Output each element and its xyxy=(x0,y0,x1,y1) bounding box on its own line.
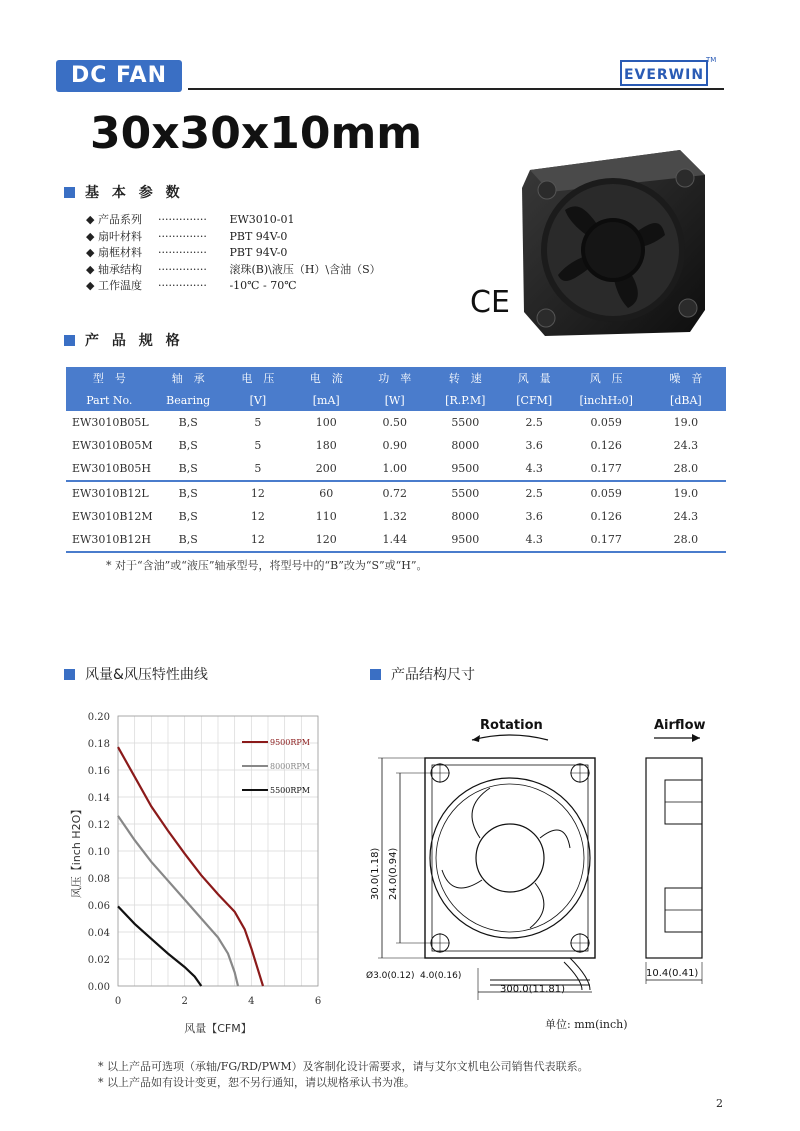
table-header-row xyxy=(66,367,726,389)
param-label: 产品系列 xyxy=(97,213,142,226)
spec-table-body xyxy=(66,411,726,552)
table-cell: 5 xyxy=(254,462,262,475)
table-cell: 200 xyxy=(315,462,337,475)
y-tick-label: 0.08 xyxy=(87,874,110,885)
trademark-mark: TM xyxy=(706,56,717,64)
dim-depth-label: 10.4(0.41) xyxy=(646,968,699,979)
table-cell: 0.177 xyxy=(590,462,622,475)
table-cell: 4.3 xyxy=(525,533,543,546)
param-row: ◆ 轴承结构 ·············· 滚珠(B)\液压（H）\含油（S） xyxy=(86,262,381,279)
dim-lead-label: 300.0(11.81) xyxy=(500,984,566,995)
table-cell: 3.6 xyxy=(525,439,543,452)
param-label: 扇框材料 xyxy=(97,246,142,259)
table-cell: 0.059 xyxy=(590,416,622,429)
column-unit: [mA] xyxy=(292,389,360,411)
pq-curve-chart xyxy=(66,700,336,1040)
param-dots: ·············· xyxy=(157,279,207,292)
x-tick-label: 0 xyxy=(114,996,122,1007)
page-title: 30x30x10mm xyxy=(90,108,423,159)
table-cell: B,S xyxy=(178,416,198,429)
section-dims-label: 产品结构尺寸 xyxy=(391,667,475,683)
table-row xyxy=(66,528,726,552)
column-unit: [W] xyxy=(361,389,429,411)
series-line-9500RPM xyxy=(118,747,263,986)
column-unit: [dBA] xyxy=(646,389,726,411)
dim-bore-label: Ø3.0(0.12) xyxy=(366,971,415,981)
table-cell: 9500 xyxy=(451,533,480,546)
table-cell: 8000 xyxy=(451,510,480,523)
footer-note-1: * 以上产品可选项（承轴/FG/RD/PWM）及客制化设计需要求，请与艾尔文机电公司销售代表联系。 xyxy=(98,1060,589,1073)
rotation-arrow-icon xyxy=(472,735,548,740)
table-cell: 2.5 xyxy=(525,487,543,500)
section-basic-params xyxy=(64,182,184,202)
y-tick-label: 0.20 xyxy=(87,712,110,723)
param-value: EW3010-01 xyxy=(229,213,295,226)
table-cell: 100 xyxy=(315,416,337,429)
table-cell: B,S xyxy=(178,533,198,546)
y-tick-label: 0.00 xyxy=(87,982,110,993)
table-cell: 19.0 xyxy=(673,487,699,500)
table-cell: EW3010B12H xyxy=(72,533,152,546)
bearing-note: * 对于“含油”或“液压”轴承型号，将型号中的“B”改为“S”或“H”。 xyxy=(106,559,428,572)
param-label: 扇叶材料 xyxy=(97,229,142,243)
table-cell: 24.3 xyxy=(673,439,699,452)
table-cell: 8000 xyxy=(451,439,480,452)
table-cell: 19.0 xyxy=(673,416,699,429)
dim-height-label: 30.0(1.18) xyxy=(370,847,381,900)
table-cell: 5 xyxy=(254,416,262,429)
table-cell: 1.32 xyxy=(382,510,407,523)
table-row xyxy=(66,434,726,457)
table-cell: 4.3 xyxy=(525,462,543,475)
table-cell: 24.3 xyxy=(673,510,699,523)
dim-hole-label: 24.0(0.94) xyxy=(388,847,399,900)
fan-side-outline xyxy=(646,758,702,958)
ce-mark: CE xyxy=(470,285,510,320)
table-cell: 9500 xyxy=(451,462,480,475)
dim-edge-label: 4.0(0.16) xyxy=(420,971,462,981)
table-cell: 0.90 xyxy=(382,439,407,452)
column-header: 风 压 xyxy=(567,367,646,389)
param-row: ◆ 扇叶材料 ·············· PBT 94V-0 xyxy=(86,229,381,246)
param-value: 滚珠(B)\液压（H）\含油（S） xyxy=(229,262,381,276)
table-cell: 28.0 xyxy=(673,533,699,546)
table-cell: 0.72 xyxy=(382,487,407,500)
column-unit: Part No. xyxy=(66,389,153,411)
column-header: 功 率 xyxy=(361,367,429,389)
table-cell: 5500 xyxy=(451,416,480,429)
column-header: 风 量 xyxy=(502,367,567,389)
fan-product-photo xyxy=(510,140,715,340)
y-tick-label: 0.06 xyxy=(87,901,110,912)
airflow-label: Airflow xyxy=(654,718,706,733)
params-list xyxy=(86,212,381,295)
x-tick-label: 2 xyxy=(181,996,188,1007)
hub-outline xyxy=(476,824,544,892)
dimension-drawing xyxy=(360,710,740,1040)
series-line-5500RPM xyxy=(118,906,201,986)
section-curve-label: 风量&风压特性曲线 xyxy=(85,667,208,683)
column-unit: Bearing xyxy=(153,389,224,411)
section-marker-icon xyxy=(64,669,75,680)
param-dots: ·············· xyxy=(157,262,207,276)
column-unit: [R.P.M] xyxy=(429,389,502,411)
table-cell: 12 xyxy=(250,533,265,546)
y-tick-label: 0.04 xyxy=(87,928,110,939)
column-unit: [CFM] xyxy=(502,389,567,411)
table-cell: 0.059 xyxy=(590,487,622,500)
table-cell: 0.126 xyxy=(590,510,622,523)
table-cell: 0.126 xyxy=(590,439,622,452)
y-tick-label: 0.10 xyxy=(87,847,110,858)
column-header: 噪 音 xyxy=(646,367,726,389)
table-cell: EW3010B12L xyxy=(72,487,149,500)
table-cell: B,S xyxy=(178,462,198,475)
legend-label: 8000RPM xyxy=(270,762,310,771)
table-cell: 12 xyxy=(250,510,265,523)
section-spec-label: 产 品 规 格 xyxy=(85,333,184,349)
table-cell: 110 xyxy=(315,510,337,523)
table-cell: EW3010B05H xyxy=(72,462,152,475)
section-marker-icon xyxy=(64,335,75,346)
table-unit-row xyxy=(66,389,726,411)
footer-notes xyxy=(98,1059,589,1091)
header-rule xyxy=(188,88,724,90)
param-row: ◆ 扇框材料 ·············· PBT 94V-0 xyxy=(86,245,381,262)
table-cell: EW3010B05L xyxy=(72,416,149,429)
table-cell: EW3010B05M xyxy=(72,439,153,452)
param-dots: ·············· xyxy=(157,246,207,259)
table-cell: 28.0 xyxy=(673,462,699,475)
section-dims xyxy=(370,664,475,684)
x-axis-label: 风量【CFM】 xyxy=(184,1022,252,1035)
y-tick-label: 0.12 xyxy=(87,820,110,831)
param-row: ◆ 产品系列 ·············· EW3010-01 xyxy=(86,212,381,229)
mounting-hole-icon xyxy=(430,763,590,953)
table-row xyxy=(66,411,726,434)
rotation-label: Rotation xyxy=(480,718,543,733)
y-tick-label: 0.16 xyxy=(87,766,110,777)
column-header: 电 流 xyxy=(292,367,360,389)
param-row: ◆ 工作温度 ·············· -10℃ - 70℃ xyxy=(86,278,381,295)
column-unit: [inchH₂0] xyxy=(567,389,646,411)
x-tick-label: 4 xyxy=(248,996,255,1007)
table-cell: B,S xyxy=(178,487,198,500)
table-cell: 12 xyxy=(250,487,265,500)
table-cell: 3.6 xyxy=(525,510,543,523)
dc-fan-badge: DC FAN xyxy=(56,60,182,92)
table-cell: 60 xyxy=(319,487,334,500)
section-basic-label: 基 本 参 数 xyxy=(85,185,184,201)
param-value: -10℃ - 70℃ xyxy=(229,279,297,292)
table-cell: 5500 xyxy=(451,487,480,500)
section-marker-icon xyxy=(64,187,75,198)
column-header: 型 号 xyxy=(66,367,153,389)
table-row xyxy=(66,457,726,481)
table-cell: B,S xyxy=(178,439,198,452)
table-cell: 5 xyxy=(254,439,262,452)
table-cell: 120 xyxy=(315,533,337,546)
table-cell: 0.177 xyxy=(590,533,622,546)
param-dots: ·············· xyxy=(157,229,207,243)
table-cell: 1.00 xyxy=(382,462,407,475)
everwin-logo: EVERWIN xyxy=(620,60,708,86)
legend-label: 9500RPM xyxy=(270,738,310,747)
y-tick-label: 0.18 xyxy=(87,739,110,750)
param-label: 工作温度 xyxy=(97,279,142,292)
section-marker-icon xyxy=(370,669,381,680)
spec-table xyxy=(66,367,726,553)
table-cell: EW3010B12M xyxy=(72,510,153,523)
footer-note-2: * 以上产品如有设计变更，恕不另行通知，请以规格承认书为准。 xyxy=(98,1076,415,1089)
legend-label: 5500RPM xyxy=(270,786,310,795)
y-tick-label: 0.02 xyxy=(87,955,110,966)
table-cell: 0.50 xyxy=(382,416,407,429)
column-header: 轴 承 xyxy=(153,367,224,389)
param-value: PBT 94V-0 xyxy=(229,229,288,243)
column-header: 转 速 xyxy=(429,367,502,389)
table-cell: B,S xyxy=(178,510,198,523)
column-header: 电 压 xyxy=(224,367,292,389)
y-tick-label: 0.14 xyxy=(87,793,110,804)
param-dots: ·············· xyxy=(157,213,207,226)
page-number: 2 xyxy=(716,1097,723,1110)
unit-label: 单位: mm(inch) xyxy=(545,1018,628,1031)
section-spec xyxy=(64,330,184,350)
param-value: PBT 94V-0 xyxy=(229,246,288,259)
table-row xyxy=(66,505,726,528)
table-row xyxy=(66,481,726,505)
fan-front-outline xyxy=(425,758,595,958)
table-cell: 1.44 xyxy=(382,533,407,546)
y-axis-label: 风压【inch H2O】 xyxy=(70,803,83,899)
x-tick-label: 6 xyxy=(314,996,322,1007)
param-label: 轴承结构 xyxy=(97,262,142,276)
column-unit: [V] xyxy=(224,389,292,411)
table-cell: 2.5 xyxy=(525,416,543,429)
section-curve xyxy=(64,664,208,684)
table-cell: 180 xyxy=(315,439,337,452)
